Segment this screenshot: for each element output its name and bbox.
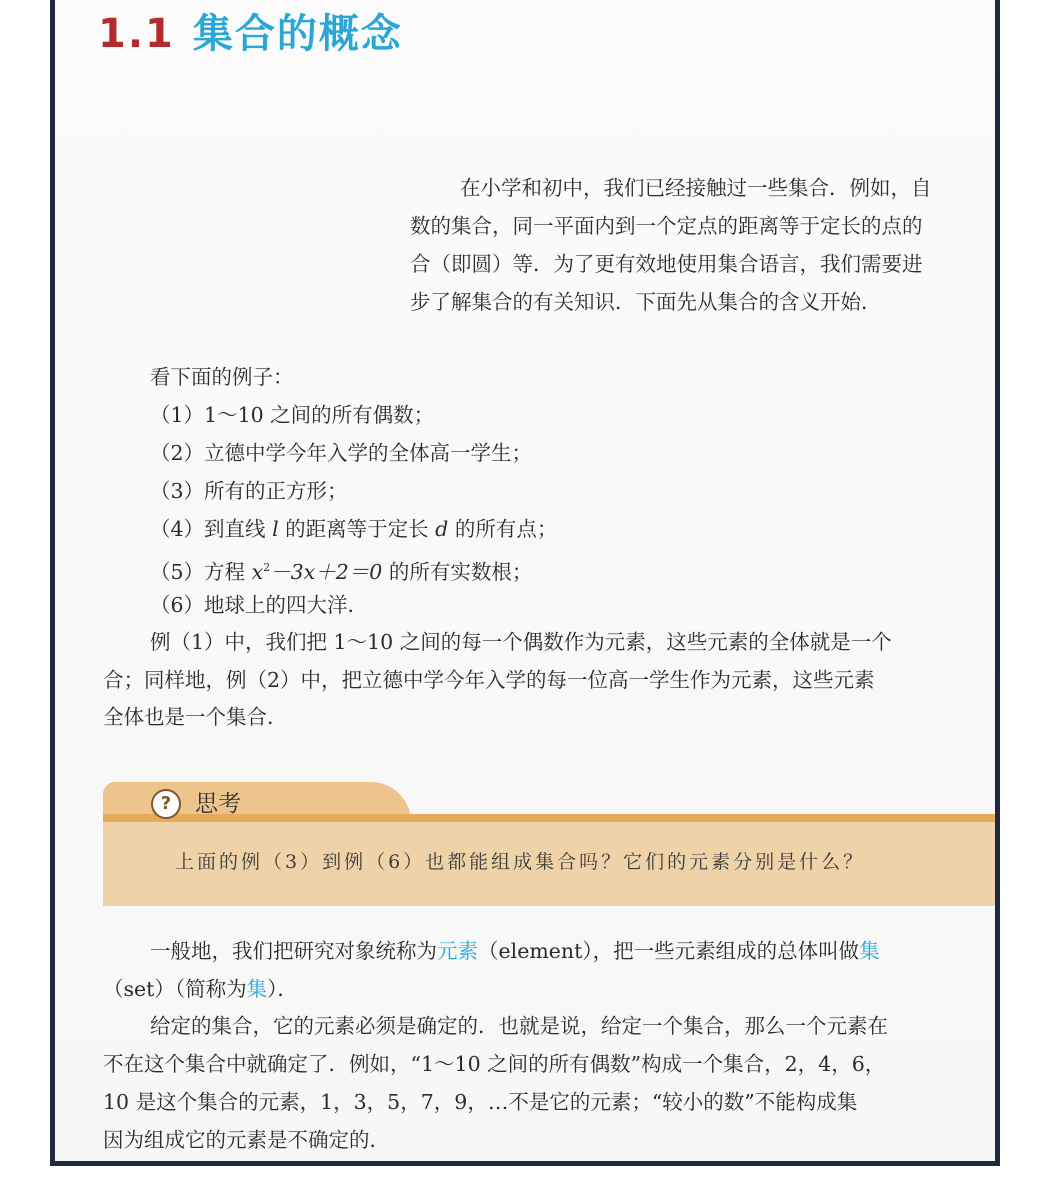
intro-line: 数的集合，同一平面内到一个定点的距离等于定长的点的 — [410, 214, 923, 238]
think-box-question: 上面的例（3）到例（6）也都能组成集合吗？它们的元素分别是什么？ — [175, 851, 866, 873]
definition-text: 一般地，我们把研究对象统称为 — [150, 939, 437, 963]
question-mark-icon: ? — [151, 789, 181, 819]
definition-text: （element），把一些元素组成的总体叫做 — [478, 939, 860, 963]
variable-d: d — [435, 517, 449, 541]
term-set: 集 — [859, 939, 880, 963]
example-item-6: （6）地球上的四大洋． — [150, 593, 369, 617]
definition-line: 因为组成它的元素是不确定的． — [103, 1128, 390, 1152]
paragraph-line: 全体也是一个集合． — [103, 705, 288, 729]
term-element: 元素 — [437, 939, 478, 963]
equation-variable: x — [251, 559, 264, 584]
definition-line: 不在这个集合中就确定了．例如，“1～10 之间的所有偶数”构成一个集合，2，4，6， — [103, 1052, 886, 1076]
intro-line: 合（即圆）等．为了更有效地使用集合语言，我们需要进 — [410, 252, 923, 276]
paragraph-line: 合；同样地，例（2）中，把立德中学今年入学的每一位高一学生作为元素，这些元素 — [103, 668, 875, 692]
example-item-5-text: 的所有实数根； — [382, 559, 533, 584]
term-set-short: 集 — [246, 977, 268, 1001]
example-item-5-text: （5）方程 — [150, 559, 252, 584]
example-item-5 — [150, 549, 532, 591]
example-item-2: （2）立德中学今年入学的全体高一学生； — [150, 441, 533, 465]
example-item-3: （3）所有的正方形； — [150, 479, 348, 503]
definition-line: 10 是这个集合的元素，1，3，5，7，9，…不是它的元素；“较小的数”不能构成集 — [103, 1090, 858, 1114]
intro-line: 在小学和初中，我们已经接触过一些集合．例如，自 — [460, 176, 932, 200]
example-item-4-text: 的所有点； — [448, 517, 558, 541]
equation-exponent: 2 — [263, 561, 271, 574]
variable-l: l — [272, 517, 279, 541]
definition-text: ）． — [267, 977, 298, 1001]
definition-line — [103, 971, 298, 1009]
section-title — [98, 2, 403, 59]
definition-line — [150, 933, 880, 971]
think-box-title: 思考 — [195, 791, 241, 817]
examples-heading: 看下面的例子： — [150, 365, 294, 389]
equation-rest: －3x＋2＝0 — [270, 559, 383, 584]
page-frame — [50, 0, 1000, 1166]
intro-line: 步了解集合的有关知识．下面先从集合的含义开始． — [410, 290, 882, 314]
example-item-4-text: （4）到直线 — [150, 517, 273, 541]
example-item-4-text: 的距离等于定长 — [278, 517, 436, 541]
section-number: 1.1 — [98, 11, 175, 57]
definition-line: 给定的集合，它的元素必须是确定的．也就是说，给定一个集合，那么一个元素在 — [150, 1014, 888, 1038]
definition-text: （set）（简称为 — [103, 977, 247, 1001]
example-item-1: （1）1～10 之间的所有偶数； — [150, 403, 435, 427]
section-name: 集合的概念 — [192, 11, 403, 57]
example-item-4 — [150, 511, 557, 549]
paragraph-line: 例（1）中，我们把 1～10 之间的每一个偶数作为元素，这些元素的全体就是一个 — [150, 630, 892, 654]
